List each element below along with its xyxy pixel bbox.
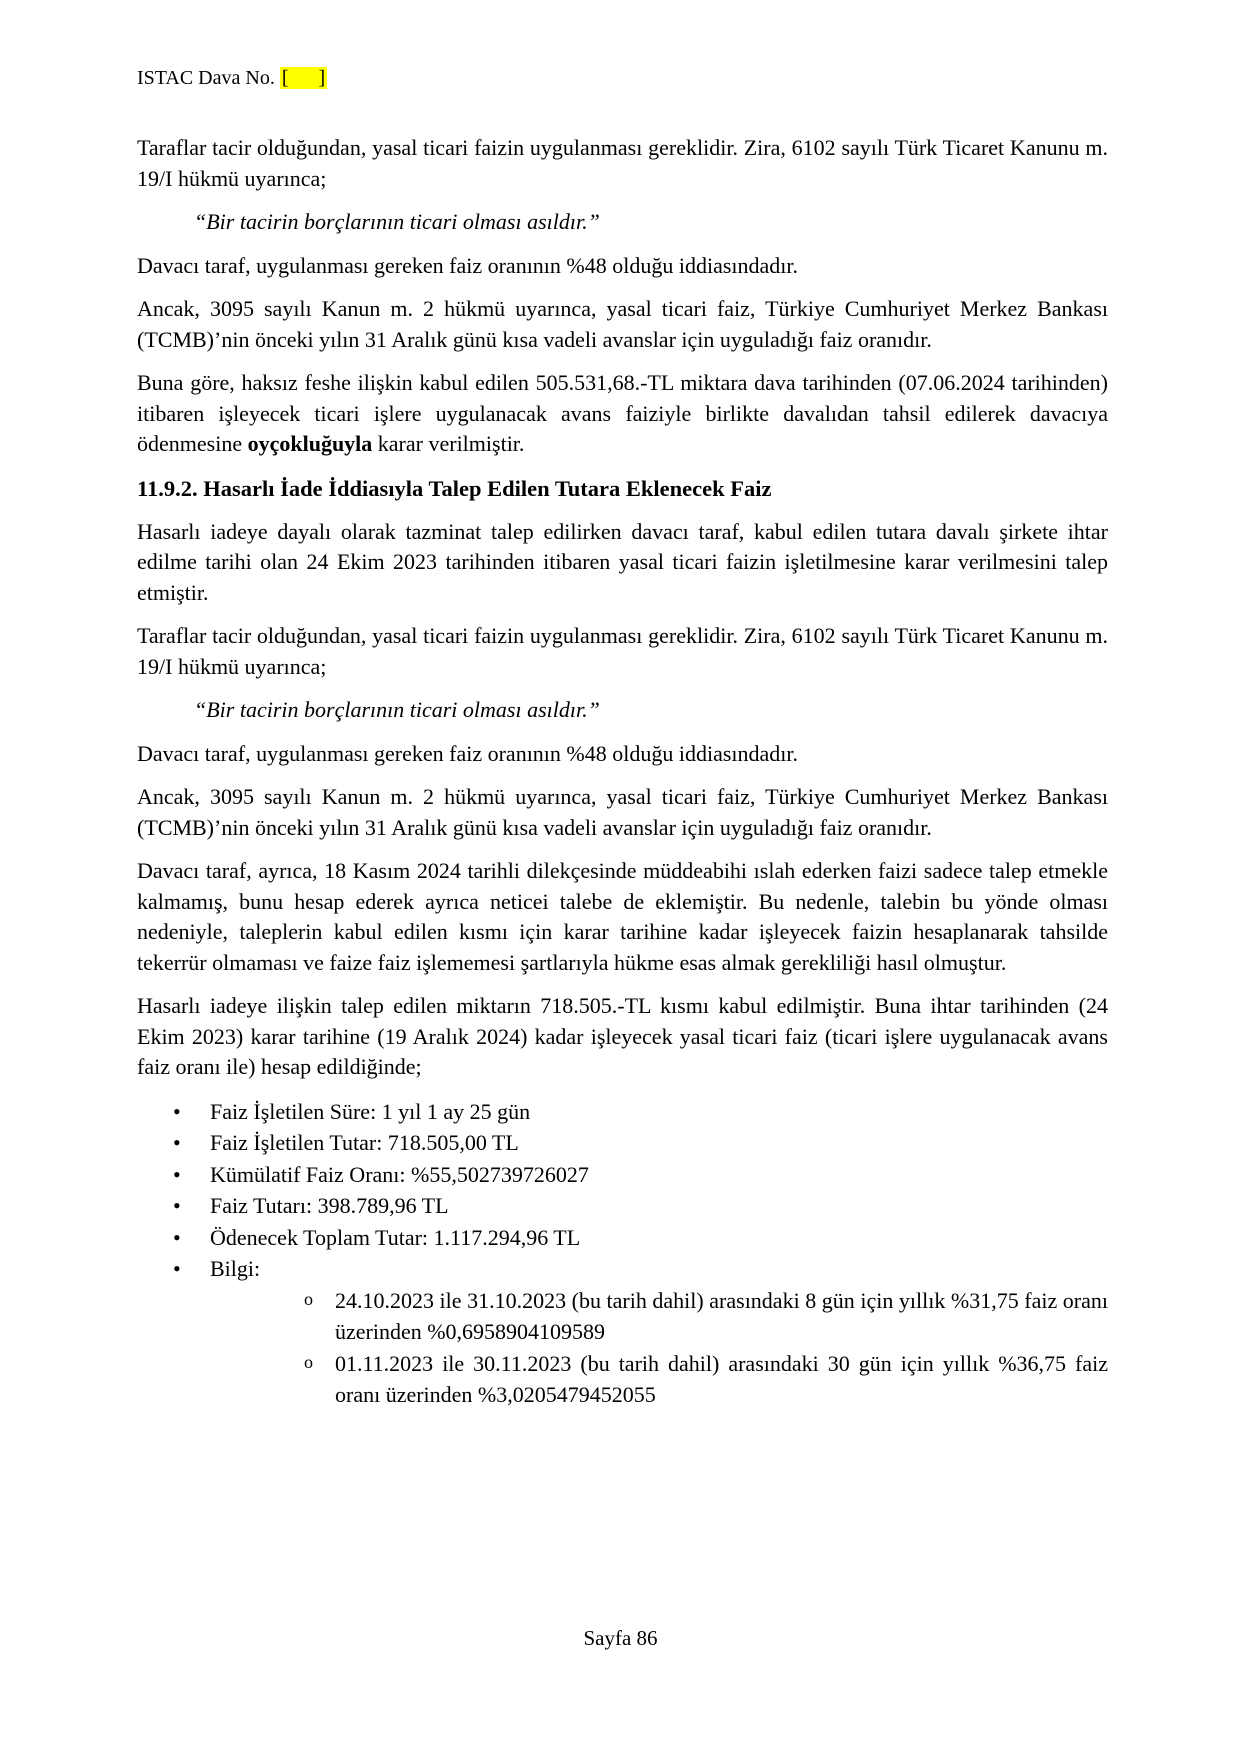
paragraph-amendment-petition: Davacı taraf, ayrıca, 18 Kasım 2024 tarihli dilekçesinde müddeabihi ıslah ederken faizi sadece talep etmekle kalmamış, bunu hesap ederek ayrıca neticei talebe de eklemiştir. Bu nedenle, talebin bu yönde olması nedeniyle, taleplerin kabul edilen kısmı için karar tarihine kadar işleyecek faizin hesaplanarak tahsilde tekerrür olmaması ve faize faiz işlememesi şartlarıyla hükme esas almak gerekliliği hasıl olmuştur. xyxy=(137,858,1108,975)
paragraph-law-3095-2: Ancak, 3095 sayılı Kanun m. 2 hükmü uyarınca, yasal ticari faiz, Türkiye Cumhuriyet Merkez Bankası (TCMB)’nin önceki yılın 31 Aralık günü kısa vadeli avanslar için uyguladığı faiz oranıdır. xyxy=(137,784,1108,840)
bullet-icon: • xyxy=(173,1193,181,1218)
list-item-text: Faiz İşletilen Tutar: 718.505,00 TL xyxy=(210,1130,519,1155)
paragraph-damaged-return-claim: Hasarlı iadeye dayalı olarak tazminat talep edilirken davacı taraf, kabul edilen tutara davalı şirkete ihtar edilme tarihi olan 24 Ekim 2023 tarihinden itibaren yasal ticari faizin işletilmesine karar verilmesini talep etmiştir. xyxy=(137,518,1108,605)
sub-list-item-nov-2023 xyxy=(210,1348,1108,1411)
document-body xyxy=(137,133,1108,1411)
list-item-interest-period xyxy=(137,1096,1108,1128)
statute-quote-1: “Bir tacirin borçlarının ticari olması asıldır.” xyxy=(194,209,600,234)
page-number: Sayfa 86 xyxy=(583,1626,658,1650)
case-header xyxy=(137,64,327,92)
section-heading-11-9-2: 11.9.2. Hasarlı İade İddiasıyla Talep Edilen Tutara Eklenecek Faiz xyxy=(137,475,772,501)
paragraph-decision-wrongful-termination xyxy=(137,368,1108,460)
paragraph-accepted-amount-interest: Hasarlı iadeye ilişkin talep edilen miktarın 718.505.-TL kısmı kabul edilmiştir. Buna ihtar tarihinden (24 Ekim 2023) karar tarihine (19 Aralık 2024) kadar işleyecek yasal ticari faiz (ticari işlere uygulanacak avans faiz oranı ile) hesap edildiğinde; xyxy=(137,993,1108,1079)
sub-list-item-text: 24.10.2023 ile 31.10.2023 (bu tarih dahil) arasındaki 8 gün için yıllık %31,75 faiz oranı üzerinden %0,6958904109589 xyxy=(335,1287,1108,1344)
decision-text-pre: Buna göre, haksız feshe ilişkin kabul edilen 505.531,68.-TL miktara dava tarihinden (07.06.2024 tarihinden) itibaren işleyecek ticari işlere uygulanacak avans faiziyle birlikte davalıdan tahsil edilerek davacıya ödenmesine xyxy=(137,370,1108,456)
bullet-icon: • xyxy=(173,1256,181,1281)
paragraph-claimant-rate-2: Davacı taraf, uygulanması gereken faiz oranının %48 olduğu iddiasındadır. xyxy=(137,740,799,766)
paragraph-legal-basis-2: Taraflar tacir olduğundan, yasal ticari faizin uygulanması gereklidir. Zira, 6102 sayılı Türk Ticaret Kanunu m. 19/I hükmü uyarınca; xyxy=(137,623,1108,679)
sub-list-item-text: 01.11.2023 ile 30.11.2023 (bu tarih dahil) arasındaki 30 gün için yıllık %36,75 faiz oranı üzerinden %3,0205479452055 xyxy=(335,1350,1108,1407)
list-item-text: Ödenecek Toplam Tutar: 1.117.294,96 TL xyxy=(210,1224,581,1250)
case-number-redaction-highlight: [ ] xyxy=(281,67,326,89)
statute-quote-2: “Bir tacirin borçlarının ticari olması asıldır.” xyxy=(194,697,600,722)
list-item-text: Bilgi: xyxy=(210,1256,261,1281)
list-item-text: Kümülatif Faiz Oranı: %55,502739726027 xyxy=(210,1161,589,1187)
bullet-icon: • xyxy=(173,1224,181,1250)
circle-bullet-icon: o xyxy=(304,1288,313,1309)
decision-majority-emphasis: oyçokluğuyla xyxy=(247,431,373,456)
paragraph-claimant-rate-1: Davacı taraf, uygulanması gereken faiz oranının %48 olduğu iddiasındadır. xyxy=(137,252,799,278)
interest-info-sublist xyxy=(210,1285,1108,1411)
paragraph-legal-basis-1: Taraflar tacir olduğundan, yasal ticari faizin uygulanması gereklidir. Zira, 6102 sayılı Türk Ticaret Kanunu m. 19/I hükmü uyarınca; xyxy=(137,135,1108,191)
list-item-total-payable xyxy=(137,1222,1108,1254)
interest-calculation-list xyxy=(137,1096,1108,1411)
decision-text-post: karar verilmiştir. xyxy=(372,431,525,456)
list-item-principal-amount xyxy=(137,1127,1108,1159)
circle-bullet-icon: o xyxy=(304,1351,313,1372)
bullet-icon: • xyxy=(173,1161,181,1187)
case-number-label: ISTAC Dava No. xyxy=(137,67,275,89)
list-item-text: Faiz Tutarı: 398.789,96 TL xyxy=(210,1193,449,1218)
bullet-icon: • xyxy=(173,1130,181,1155)
list-item-cumulative-rate xyxy=(137,1159,1108,1191)
list-item-info xyxy=(137,1253,1108,1411)
list-item-text: Faiz İşletilen Süre: 1 yıl 1 ay 25 gün xyxy=(210,1098,531,1124)
paragraph-law-3095-1: Ancak, 3095 sayılı Kanun m. 2 hükmü uyarınca, yasal ticari faiz, Türkiye Cumhuriyet Merkez Bankası (TCMB)’nin önceki yılın 31 Aralık günü kısa vadeli avanslar için uyguladığı faiz oranıdır. xyxy=(137,296,1108,352)
bullet-icon: • xyxy=(173,1098,181,1124)
list-item-interest-amount xyxy=(137,1190,1108,1222)
sub-list-item-oct-2023 xyxy=(210,1285,1108,1348)
